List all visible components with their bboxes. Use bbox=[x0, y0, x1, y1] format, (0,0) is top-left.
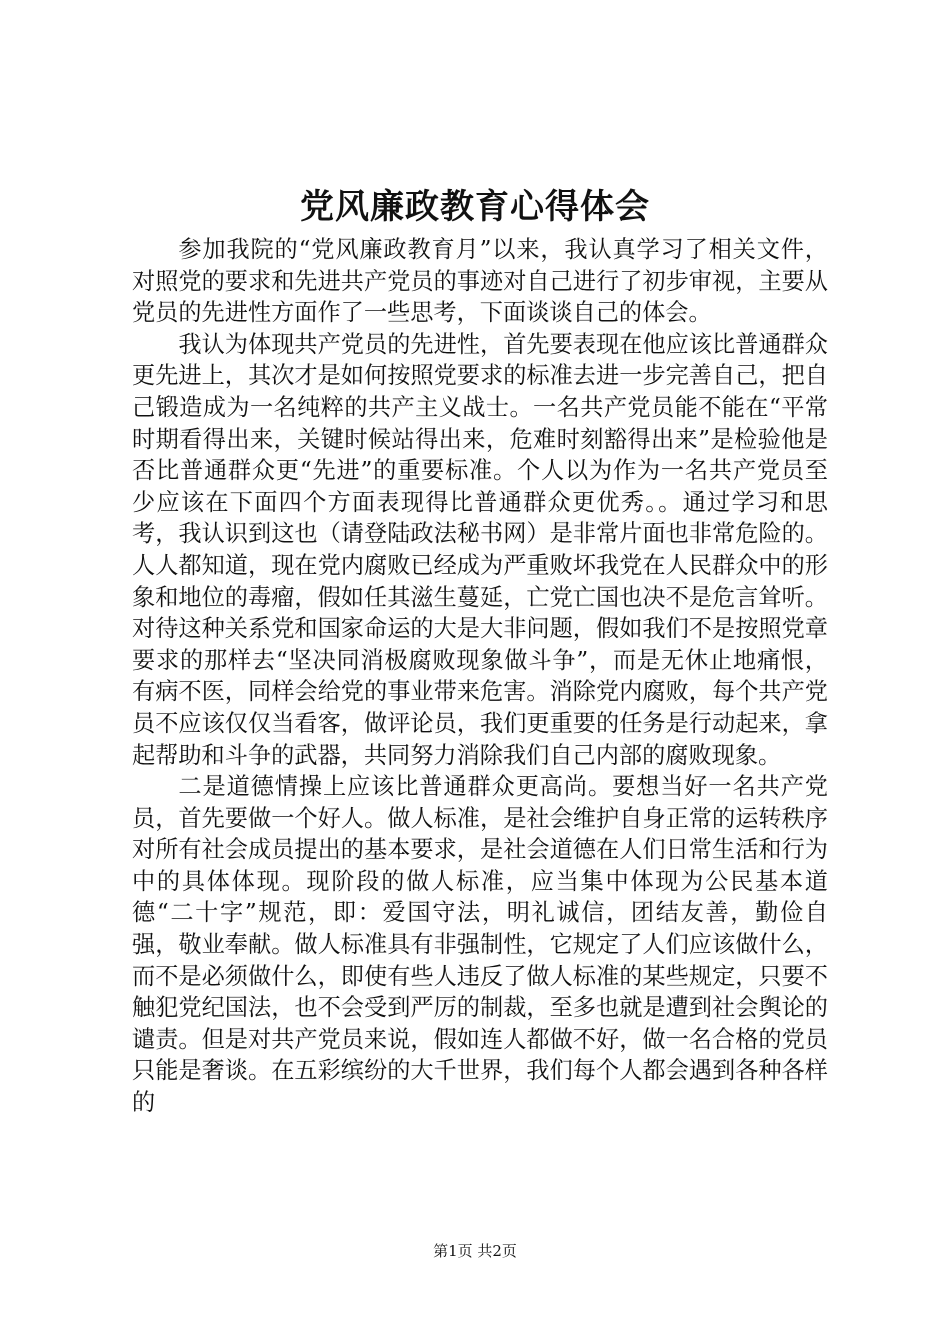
document-body bbox=[132, 234, 828, 1119]
paragraph-2: 我认为体现共产党员的先进性，首先要表现在他应该比普通群众更先进上，其次才是如何按照党要求的标准去进一步完善自己，把自己锻造成为一名纯粹的共产主义战士。一名共产党员能不能在“平常时期看得出来，关键时候站得出来，危难时刻豁得出来”是检验他是否比普通群众更“先进”的重要标准。个人以为作为一名共产党员至少应该在下面四个方面表现得比普通群众更优秀。。通过学习和思考，我认识到这也（请登陆政法秘书网）是非常片面也非常危险的。人人都知道，现在党内腐败已经成为严重败坏我党在人民群众中的形象和地位的毒瘤，假如任其滋生蔓延，亡党亡国也决不是危言耸听。对待这种关系党和国家命运的大是大非问题，假如我们不是按照党章要求的那样去“坚决同消极腐败现象做斗争”，而是无休止地痛恨，有病不医，同样会给党的事业带来危害。消除党内腐败，每个共产党员不应该仅仅当看客，做评论员，我们更重要的任务是行动起来，拿起帮助和斗争的武器，共同努力消除我们自己内部的腐败现象。 bbox=[132, 330, 828, 769]
page-number-label: 第1页 共2页 bbox=[433, 1242, 517, 1260]
page-title: 党风廉政教育心得体会 bbox=[300, 187, 650, 227]
paragraph-3: 二是道德情操上应该比普通群众更高尚。要想当好一名共产党员，首先要做一个好人。做人标准，是社会维护自身正常的运转秩序对所有社会成员提出的基本要求，是社会道德在人们日常生活和行为中的具体体现。现阶段的做人标准，应当集中体现为公民基本道德“二十字”规范，即：爱国守法，明礼诚信，团结友善，勤俭自强，敬业奉献。做人标准具有非强制性，它规定了人们应该做什么，而不是必须做什么，即使有些人违反了做人标准的某些规定，只要不触犯党纪国法，也不会受到严厉的制裁，至多也就是遭到社会舆论的谴责。但是对共产党员来说，假如连人都做不好，做一名合格的党员只能是奢谈。在五彩缤纷的大千世界，我们每个人都会遇到各种各样的 bbox=[132, 773, 828, 1117]
page-footer bbox=[0, 1240, 950, 1262]
paragraph-1: 参加我院的“党风廉政教育月”以来，我认真学习了相关文件，对照党的要求和先进共产党员的事迹对自己进行了初步审视，主要从党员的先进性方面作了一些思考，下面谈谈自己的体会。 bbox=[132, 236, 828, 327]
